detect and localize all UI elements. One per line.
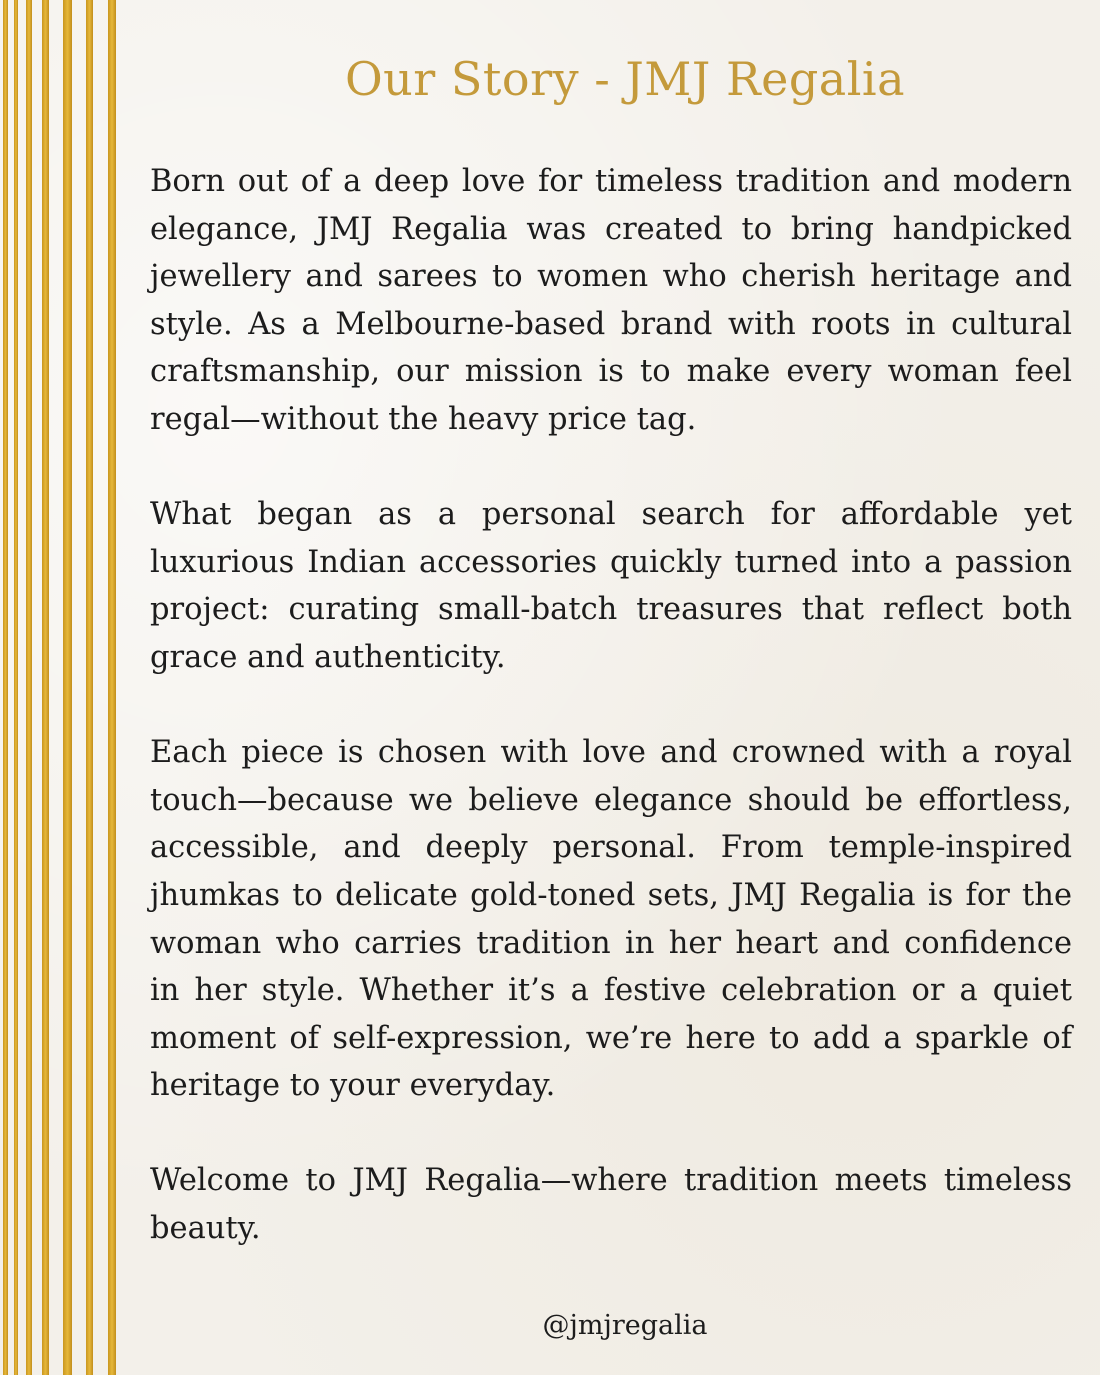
gold-stripe	[14, 0, 18, 1375]
gold-stripe	[108, 0, 116, 1375]
social-handle: @jmjregalia	[542, 1310, 708, 1341]
story-body	[150, 158, 1072, 1300]
gold-stripes-decoration	[0, 0, 125, 1375]
gold-stripe	[42, 0, 49, 1375]
gold-stripe	[3, 0, 8, 1375]
paragraph: Each piece is chosen with love and crowned with a royal touch—because we believe elegance should be effortless, accessible, and deeply personal. From temple-inspired jhumkas to delicate gold-toned sets, JMJ Regalia is for the woman who carries tradition in her heart and confidence in her style. Whether it’s a festive celebration or a quiet moment of self-expression, we’re here to add a sparkle of heritage to your everyday.	[150, 735, 1072, 1104]
page-title: Our Story - JMJ Regalia	[344, 52, 906, 106]
paragraph: Welcome to JMJ Regalia—where tradition meets timeless beauty.	[150, 1163, 1072, 1247]
paragraph: Born out of a deep love for timeless tradition and modern elegance, JMJ Regalia was created to bring handpicked jewellery and sarees to women who cherish heritage and style. As a Melbourne-based brand with roots in cultural craftsmanship, our mission is to make every woman feel regal—without the heavy price tag.	[150, 164, 1072, 437]
paragraph: What began as a personal search for affordable yet luxurious Indian accessories quickly turned into a passion project: curating small-batch treasures that reflect both grace and authenticity.	[150, 497, 1072, 675]
gold-stripe	[63, 0, 72, 1375]
gold-stripe	[86, 0, 93, 1375]
gold-stripe	[26, 0, 32, 1375]
